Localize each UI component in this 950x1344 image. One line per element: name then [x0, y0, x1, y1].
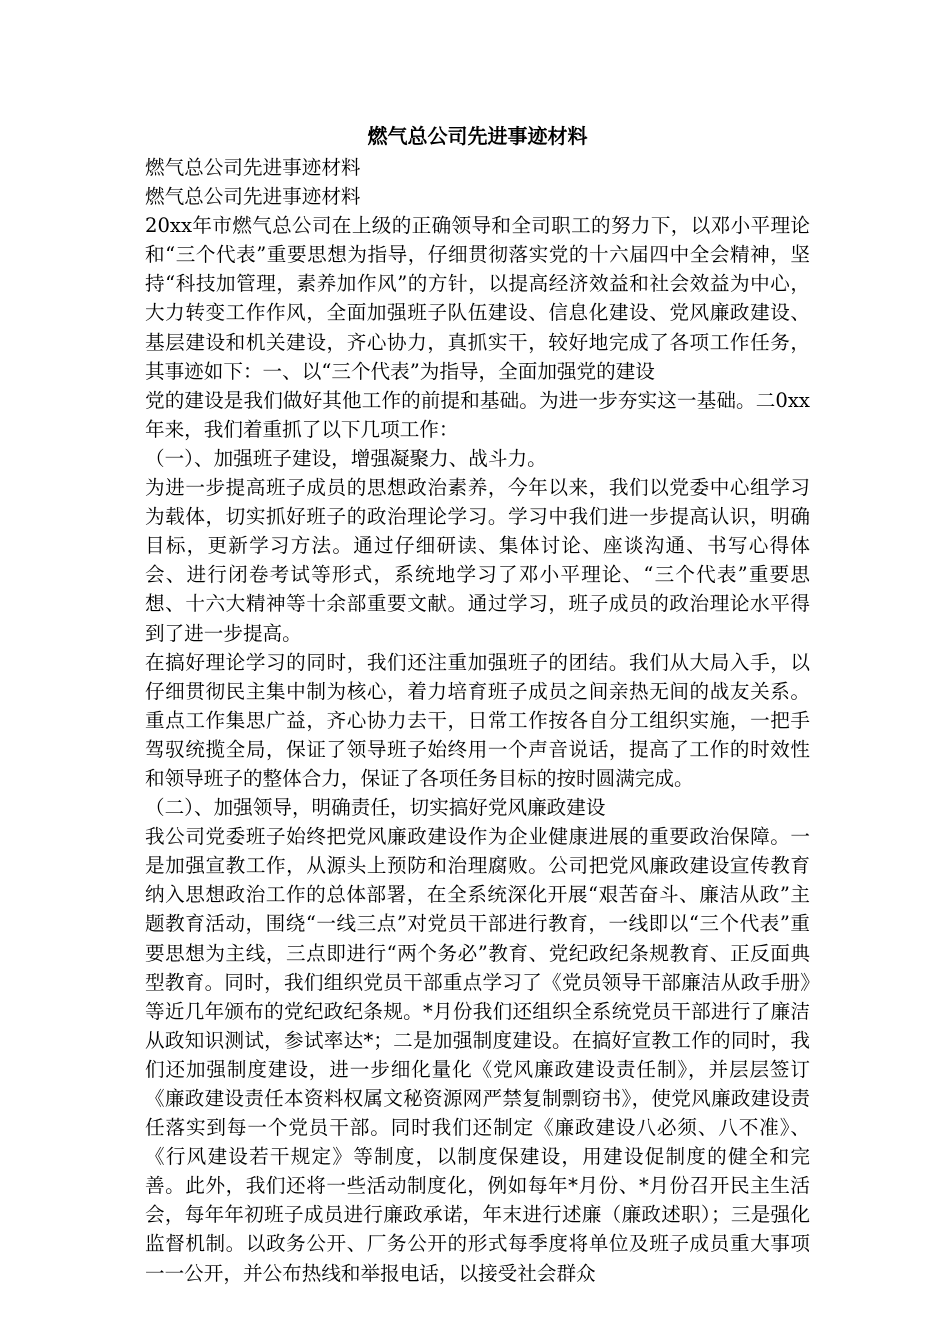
section-heading-2: （二）、加强领导，明确责任，切实搞好党风廉政建设 — [145, 796, 606, 820]
section-heading-1: （一）、加强班子建设，增强凝聚力、战斗力。 — [145, 446, 547, 470]
paragraph-team-unity: 在搞好理论学习的同时，我们还注重加强班子的团结。我们从大局入手，以仔细贯彻民主集中制为核心，着力培育班子成员之间亲热无间的战友关系。重点工作集思广益，齐心协力去干，日常工作按各自分工组织实施，一把手驾驭统揽全局，保证了领导班子始终用一个声音说话，提高了工作的时效性和领导班子的整体合力，保证了各项任务目标的按时圆满完成。 — [145, 650, 810, 790]
document-body — [145, 120, 810, 1288]
paragraph-theory-study: 为进一步提高班子成员的思想政治素养，今年以来，我们以党委中心组学习为载体，切实抓好班子的政治理论学习。学习中我们进一步提高认识，明确目标，更新学习方法。通过仔细研读、集体讨论、座谈沟通、书写心得体会、进行闭卷考试等形式，系统地学习了邓小平理论、“三个代表”重要思想、十六大精神等十余部重要文献。通过学习，班子成员的政治理论水平得到了进一步提高。 — [145, 476, 810, 645]
paragraph-subtitle-2: 燃气总公司先进事迹材料 — [145, 185, 361, 209]
paragraph-party-building: 党的建设是我们做好其他工作的前提和基础。为进一步夯实这一基础。二0xx年来，我们着重抓了以下几项工作： — [145, 388, 810, 441]
paragraph-intro: 20xx年市燃气总公司在上级的正确领导和全司职工的努力下，以邓小平理论和“三个代表”重要思想为指导，仔细贯彻落实党的十六届四中全会精神，坚持“科技加管理，素养加作风”的方针，以提高经济效益和社会效益为中心，大力转变工作作风，全面加强班子队伍建设、信息化建设、党风廉政建设、基层建设和机关建设，齐心协力，真抓实干，较好地完成了各项工作任务，其事迹如下：一、以“三个代表”为指导，全面加强党的建设 — [145, 214, 810, 383]
document-title: 燃气总公司先进事迹材料 — [367, 124, 588, 148]
paragraph-subtitle-1: 燃气总公司先进事迹材料 — [145, 156, 361, 179]
paragraph-clean-governance: 我公司党委班子始终把党风廉政建设作为企业健康进展的重要政治保障。一是加强宣教工作，从源头上预防和治理腐败。公司把党风廉政建设宣传教育纳入思想政治工作的总体部署，在全系统深化开展“艰苦奋斗、廉洁从政”主题教育活动，围绕“一线三点”对党员干部进行教育，一线即以“三个代表”重要思想为主线，三点即进行“两个务必”教育、党纪政纪条规教育、正反面典型教育。同时，我们组织党员干部重点学习了《党员领导干部廉洁从政手册》等近几年颁布的党纪政纪条规。*月份我们还组织全系统党员干部进行了廉洁从政知识测试，参试率达*；二是加强制度建设。在搞好宣教工作的同时，我们还加强制度建设，进一步细化量化《党风廉政建设责任制》，并层层签订《廉政建设责任本资料权属文秘资源网严禁复制剽窃书》，使党风廉政建设责任落实到每一个党员干部。同时我们还制定《廉政建设八必须、八不准》、《行风建设若干规定》等制度，以制度保建设，用建设促制度的健全和完善。此外，我们还将一些活动制度化，例如每年*月份、*月份召开民主生活会，每年年初班子成员进行廉政承诺，年末进行述廉（廉政述职）；三是强化监督机制。以政务公开、厂务公开的形式每季度将单位及班子成员重大事项一一公开，并公布热线和举报电话，以接受社会群众 — [145, 825, 810, 1285]
